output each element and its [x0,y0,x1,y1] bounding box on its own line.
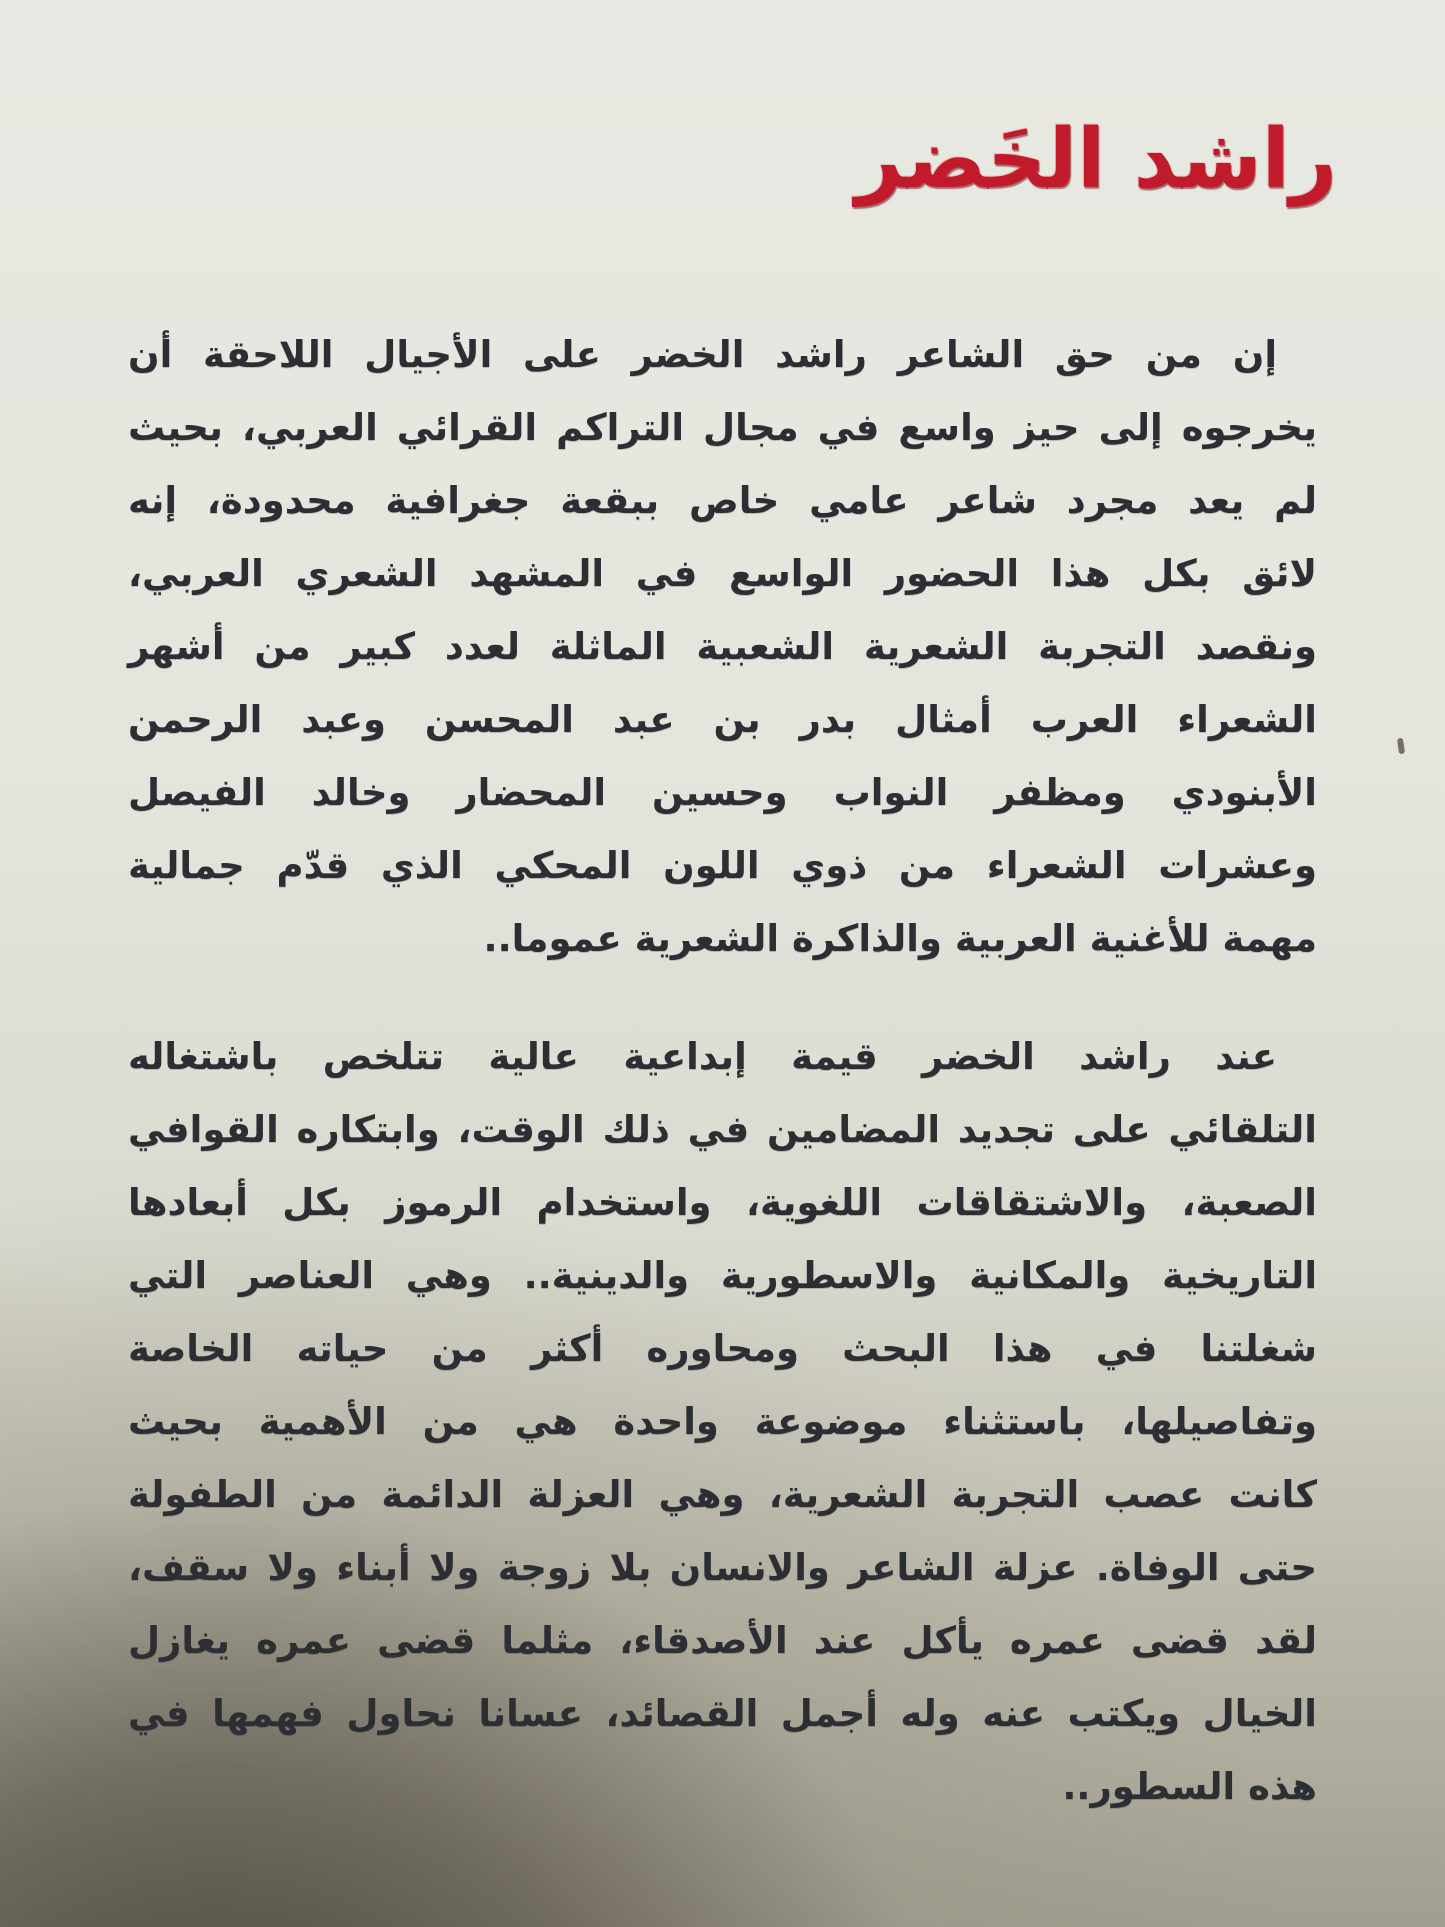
paragraph-2 [128,1020,1317,1823]
book-title: راشد الخَضر [855,112,1337,207]
paragraph-1 [128,318,1317,975]
text-line: الصعبة، والاشتقاقات اللغوية، واستخدام الرموز بكل أبعادها [128,1181,1317,1224]
text-line: الخيال ويكتب عنه وله أجمل القصائد، عسانا نحاول فهمها في [128,1692,1317,1735]
text-line: لقد قضى عمره يأكل عند الأصدقاء، مثلما قضى عمره يغازل [128,1619,1317,1662]
text-line: ونقصد التجربة الشعرية الشعبية الماثلة لعدد كبير من أشهر [128,625,1317,668]
text-line: مهمة للأغنية العربية والذاكرة الشعرية عموما.. [483,917,1317,960]
text-line: كانت عصب التجربة الشعرية، وهي العزلة الدائمة من الطفولة [128,1473,1317,1516]
text-line: حتى الوفاة. عزلة الشاعر والانسان بلا زوجة ولا أبناء ولا سقف، [128,1546,1317,1589]
text-line: التاريخية والمكانية والاسطورية والدينية.. وهي العناصر التي [128,1254,1317,1297]
text-line: التلقائي على تجديد المضامين في ذلك الوقت، وابتكاره القوافي [128,1108,1317,1151]
text-line: يخرجوه إلى حيز واسع في مجال التراكم القرائي العربي، بحيث [128,406,1317,449]
text-line: وتفاصيلها، باستثناء موضوعة واحدة هي من الأهمية بحيث [128,1400,1317,1443]
text-line: الشعراء العرب أمثال بدر بن عبد المحسن وعبد الرحمن [128,698,1317,741]
text-line: شغلتنا في هذا البحث ومحاوره أكثر من حياته الخاصة [128,1327,1317,1370]
text-line: لائق بكل هذا الحضور الواسع في المشهد الشعري العربي، [128,552,1317,595]
text-line: الأبنودي ومظفر النواب وحسين المحضار وخالد الفيصل [128,771,1317,814]
text-line: لم يعد مجرد شاعر عامي خاص ببقعة جغرافية محدودة، إنه [128,479,1317,522]
text-line: هذه السطور.. [1062,1765,1317,1808]
text-line: إن من حق الشاعر راشد الخضر على الأجيال اللاحقة أن [128,333,1277,376]
text-line: عند راشد الخضر قيمة إبداعية عالية تتلخص باشتغاله [128,1035,1277,1078]
text-line: وعشرات الشعراء من ذوي اللون المحكي الذي قدّم جمالية [128,844,1317,887]
paper-speck [1397,738,1405,755]
